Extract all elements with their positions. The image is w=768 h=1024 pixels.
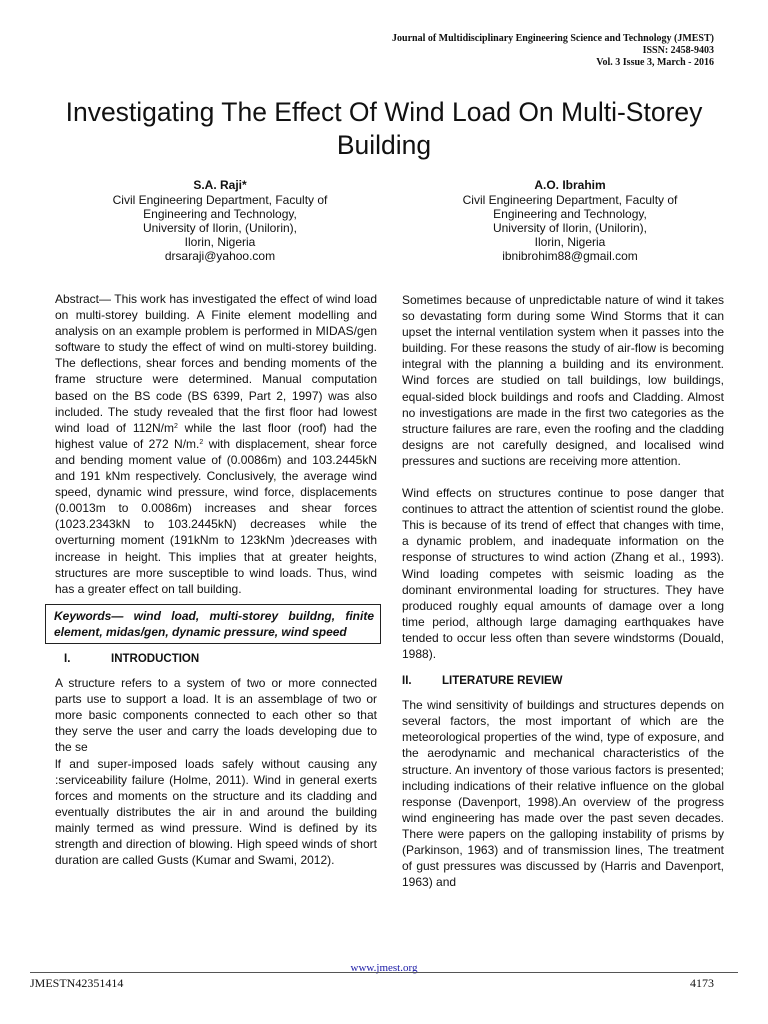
author-affiliation-line: University of Ilorin, (Unilorin),: [142, 221, 298, 235]
author-block-2: [430, 178, 710, 263]
footer-link[interactable]: www.jmest.org: [350, 962, 418, 974]
journal-issn: ISSN: 2458-9403: [642, 45, 714, 56]
journal-header: [392, 33, 714, 69]
abstract-text: while the last floor (roof) had the highest value of 272 N/m.: [55, 420, 377, 451]
author-affiliation-line: Ilorin, Nigeria: [184, 235, 256, 249]
author-email: drsaraji@yahoo.com: [164, 249, 276, 263]
section-heading-literature-review: [402, 673, 724, 689]
author-name: A.O. Ibrahim: [534, 178, 606, 192]
author-block-1: [80, 178, 360, 263]
section-number: I.: [64, 652, 71, 665]
abstract-text: with displacement, shear force and bending moment value of (0.0086m) and 103.2445kN and 191 kNm respectively. Conclusively, the average wind speed, dynamic wind pressure, wind force, displacements (0.0013m to 0.0086m) increases and shear forces (1023.2343kN to 103.2445kN) decreases while the overturning moment (191kNm to 123kNm )decreases with increase in height. This implies that at greater heights, structures are more susceptible to wind loads. Thus, wind has a greater effect on tall building.: [55, 436, 377, 596]
introduction-paragraph: A structure refers to a system of two or more connected parts use to support a load. It is an assemblage of two or more basic components connected to each other so that they serve the user and carry the loads developing due to the se: [55, 676, 377, 755]
author-email: ibnibrohim88@gmail.com: [502, 249, 638, 263]
author-affiliation-line: University of Ilorin, (Unilorin),: [492, 221, 648, 235]
abstract: [55, 291, 377, 597]
journal-name: Journal of Multidisciplinary Engineering Science and Technology (JMEST): [392, 33, 714, 44]
superscript: 2: [173, 422, 178, 430]
author-affiliation-line: Civil Engineering Department, Faculty of: [462, 193, 678, 207]
author-name: S.A. Raji*: [193, 178, 247, 192]
author-affiliation-line: Ilorin, Nigeria: [534, 235, 606, 249]
paper-title: Investigating The Effect Of Wind Load On Multi-Storey Building: [65, 96, 703, 160]
section-title: LITERATURE REVIEW: [442, 675, 563, 688]
section-title: INTRODUCTION: [111, 652, 200, 665]
left-column: [55, 291, 377, 868]
body-paragraph: Sometimes because of unpredictable nature of wind it takes so devastating form during some Wind Storms that it can upset the internal ventilation system when it passes into the building. For these reasons the study of air-flow is becoming integral with the planning a building and its environment. Wind forces are studied on tall buildings, low buildings, equal-sided block buildings and roofs and Cladding. Almost no investigations are made in the first two categories as the structure failures are rare, even the roofing and the cladding designs are not carefully designed, and localised wind pressures and suctions are receiving more attention.: [402, 293, 724, 468]
page-number: 4173: [690, 976, 714, 990]
section-number: II.: [402, 675, 412, 688]
introduction-paragraph: lf and super-imposed loads safely without causing any :serviceability failure (Holme, 2011). Wind in general exerts forces and moments on the structure and its cladding and eventually distributes the air in and around the building mainly termed as wind pressure. Wind is defined by its strength and direction of blowing. High speed winds of short duration are called Gusts (Kumar and Swami, 2012).: [55, 756, 377, 868]
superscript: 2: [199, 438, 204, 446]
keywords-box: Keywords— wind load, multi-storey buildng, finite element, midas/gen, dynamic pressure, wind speed: [45, 604, 381, 644]
abstract-text: Abstract— This work has investigated the effect of wind load on multi-storey building. A Finite element modelling and analysis on an example problem is performed in MIDAS/gen software to study the effect of wind on multi-storey building. The deflections, shear forces and bending moments of the frame structure were determined. Manual computation based on the BS code (BS 6399, Part 2, 1997) was also included. The study revealed that the first floor had lowest wind load of 112N/m: [55, 292, 377, 435]
footer-paper-id: JMESTN42351414: [30, 976, 124, 990]
footer-divider: [30, 972, 738, 973]
section-heading-introduction: [55, 651, 377, 667]
author-affiliation-line: Civil Engineering Department, Faculty of: [112, 193, 328, 207]
author-affiliation-line: Engineering and Technology,: [143, 207, 297, 221]
author-affiliation-line: Engineering and Technology,: [493, 207, 647, 221]
body-paragraph: Wind effects on structures continue to pose danger that continues to attract the attention of scientist round the globe. This is because of its trend of effect that changes with time, a dynamic problem, and inadequate information on the response of structures to wind action (Zhang et al., 1993). Wind loading competes with seismic loading as the dominant environmental loading for structures. They have produced roughly equal amounts of damage over a long time period, although large damaging earthquakes have tended to occur less often than severe windstorms (Douald, 1988).: [402, 486, 724, 661]
right-column: [402, 292, 724, 890]
journal-volume: Vol. 3 Issue 3, March - 2016: [596, 57, 714, 68]
literature-paragraph: The wind sensitivity of buildings and structures depends on several factors, the most important of which are the meteorological properties of the wind, type of exposure, and the aerodynamic and mechanical characteristics of the structure. An inventory of those various factors is presented; including indications of their relative influence on the global response (Davenport, 1998).An overview of the progress wind engineering has made over the past seven decades. There were papers on the galloping instability of prisms by (Parkinson, 1963) and of transmission lines, The treatment of gust pressures was discussed by (Harris and Davenport, 1963) and: [402, 698, 724, 890]
